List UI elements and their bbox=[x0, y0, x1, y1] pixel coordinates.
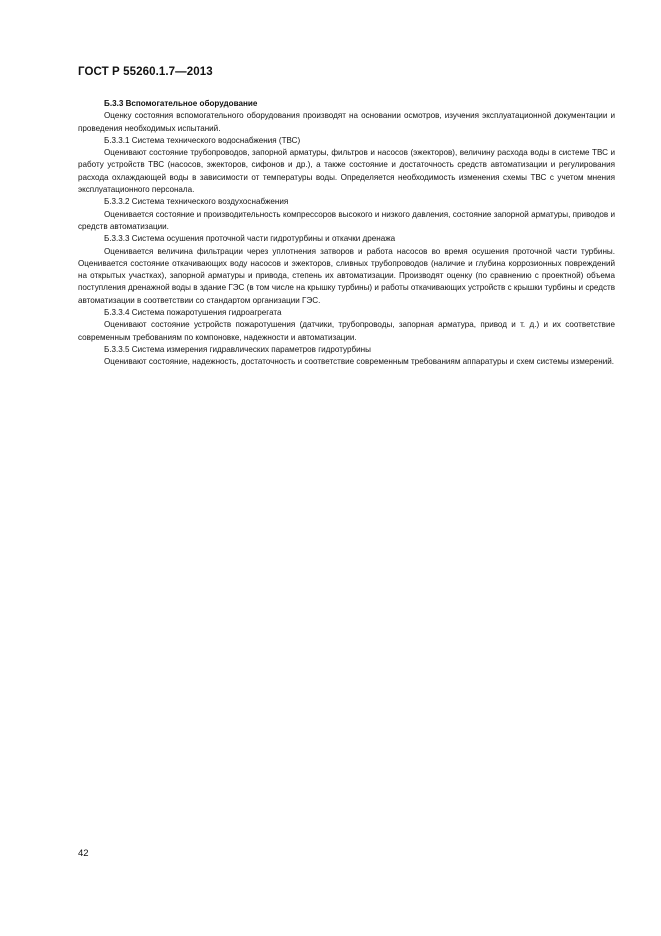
subsection-heading: Б.3.3.2 Система технического воздухоснабжения bbox=[104, 197, 289, 207]
subsection-heading: Б.3.3.1 Система технического водоснабжения (ТВС) bbox=[104, 135, 301, 145]
paragraph: Оценивают состояние, надежность, достаточность и соответствие современным требованиям аппаратуры и схем системы измерений. bbox=[104, 357, 615, 367]
paragraph: Оценивается величина фильтрации через уплотнения затворов и работа насосов во время осушения проточной части турбины. Оценивается состояние откачивающих воду насосов и эжекторов, сливных трубопроводов (наличие и глубина коррозионных повреждений на открытых участках), запорной арматуры и привода, степень их автоматизации. Производят оценку (по сравнению с проектной) объема поступления дренажной воды в здание ГЭС (в том числе на крышку турбины) и работы откачивающих устройств с крышки турбины и средств автоматизации в соответствии со стандартом организации ГЭС. bbox=[78, 246, 615, 305]
page-number: 42 bbox=[78, 848, 89, 859]
subsection-heading: Б.3.3.5 Система измерения гидравлических параметров гидротурбины bbox=[104, 344, 371, 354]
page-header-standard: ГОСТ Р 55260.1.7—2013 bbox=[78, 66, 213, 78]
paragraph: Оценку состояния вспомогательного оборудования производят на основании осмотров, изучения эксплуатационной документации и проведения необходимых испытаний. bbox=[78, 111, 615, 133]
paragraph: Оценивают состояние трубопроводов, запорной арматуры, фильтров и насосов (эжекторов), величину расхода воды в системе ТВС и работу устройств ТВС (насосов, эжекторов, сифонов и др.), а также состояние и достаточность средств автоматизации и регулирования расхода охлаждающей воды в зависимости от температуры воды. Определяется необходимость изменения схемы ТВС с учетом мнения эксплуатационного персонала. bbox=[78, 148, 615, 195]
paragraph: Оценивают состояние устройств пожаротушения (датчики, трубопроводы, запорная арматура, привод и т. д.) и их соответствие современным требованиям по компоновке, надежности и автоматизации. bbox=[78, 320, 615, 342]
subsection-heading: Б.3.3.4 Система пожаротушения гидроагрегата bbox=[104, 308, 282, 318]
paragraph: Оценивается состояние и производительность компрессоров высокого и низкого давления, состояние запорной арматуры, приводов и средств автоматизации. bbox=[78, 209, 615, 231]
subsection-heading: Б.3.3.3 Система осушения проточной части гидротурбины и откачки дренажа bbox=[104, 234, 396, 244]
document-body bbox=[78, 98, 615, 369]
section-heading: Б.3.3 Вспомогательное оборудование bbox=[104, 99, 258, 108]
